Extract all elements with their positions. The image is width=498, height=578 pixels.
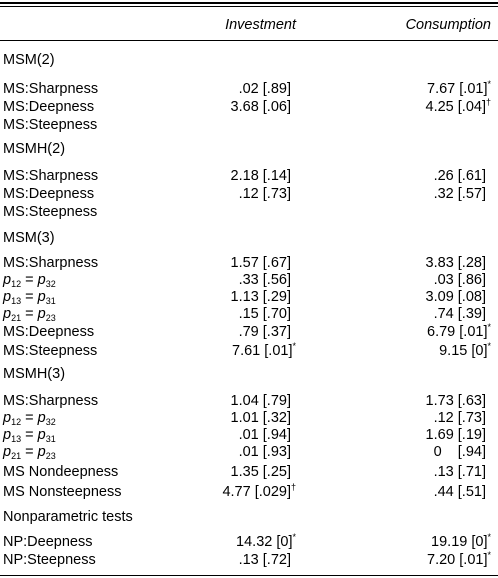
- section-title-text: MSMH(3): [3, 366, 66, 382]
- section-title: [0, 228, 498, 248]
- top-rule: [0, 2, 498, 4]
- row-label: $p_{12} = p_{32}$: [3, 410, 56, 427]
- consumption-value: 7.67 [.01]: [427, 81, 488, 97]
- investment-value: 2.18 [.14]: [230, 168, 291, 184]
- significance-mark: *: [487, 322, 491, 332]
- consumption-value: 1.73 [.63]: [425, 393, 486, 409]
- investment-value: 3.68 [.06]: [230, 99, 291, 115]
- investment-value: .01 [.93]: [238, 444, 291, 460]
- investment-cell: [222, 482, 296, 502]
- consumption-value: 4.25 [.04]: [425, 99, 486, 115]
- investment-value: 1.57 [.67]: [230, 255, 291, 271]
- row-label: $p_{21} = p_{23}$: [3, 444, 56, 461]
- table-row: [0, 341, 498, 361]
- investment-value: 1.04 [.79]: [230, 393, 291, 409]
- row-label: $p_{13} = p_{31}$: [3, 427, 56, 444]
- significance-mark: †: [485, 97, 491, 107]
- section-title-text: MSM(3): [3, 230, 55, 246]
- consumption-value: .13 [.71]: [433, 464, 486, 480]
- consumption-value: 7.20 [.01]: [427, 552, 488, 568]
- row-label: NP:Deepness: [3, 534, 93, 550]
- consumption-value: 9.15 [0]: [439, 343, 488, 359]
- column-header-row: [0, 15, 498, 35]
- table-row: [0, 442, 498, 462]
- consumption-value: .12 [.73]: [433, 410, 486, 426]
- consumption-cell: [439, 341, 491, 361]
- investment-value: 1.35 [.25]: [230, 464, 291, 480]
- table-row: [0, 202, 498, 222]
- consumption-cell: [434, 482, 491, 502]
- section-title-text: Nonparametric tests: [3, 509, 133, 525]
- consumption-value: .44 [.51]: [433, 484, 486, 500]
- consumption-cell: [427, 322, 491, 342]
- row-label: MS:Steepness: [3, 204, 98, 220]
- section-title: [0, 507, 498, 527]
- consumption-cell: [426, 97, 491, 117]
- significance-mark: †: [290, 482, 296, 492]
- investment-cell: [232, 341, 296, 361]
- consumption-value: .26 [.61]: [433, 168, 486, 184]
- table-row: [0, 482, 498, 502]
- investment-value: .33 [.56]: [238, 272, 291, 288]
- top-rule-thin: [0, 6, 498, 7]
- consumption-value: .03 [.86]: [433, 272, 486, 288]
- consumption-cell: [427, 79, 491, 99]
- consumption-cell: [434, 442, 491, 462]
- row-label: MS:Sharpness: [3, 168, 99, 184]
- investment-cell: [231, 462, 296, 482]
- significance-mark: *: [487, 79, 491, 89]
- row-label: MS:Deepness: [3, 99, 95, 115]
- investment-cell: [239, 184, 296, 204]
- table-row: [0, 532, 498, 552]
- row-label: MS:Sharpness: [3, 81, 99, 97]
- investment-value: 1.13 [.29]: [230, 289, 291, 305]
- significance-mark: *: [487, 532, 491, 542]
- header-rule: [0, 40, 498, 41]
- row-label: MS:Steepness: [3, 343, 98, 359]
- row-label: $p_{21} = p_{23}$: [3, 306, 56, 323]
- investment-value: .02 [.89]: [238, 81, 291, 97]
- table-row: [0, 550, 498, 570]
- significance-mark: *: [487, 550, 491, 560]
- section-title-text: MSMH(2): [3, 141, 66, 157]
- consumption-cell: [434, 462, 491, 482]
- consumption-value: 1.69 [.19]: [425, 427, 486, 443]
- column-header-investment: Investment: [225, 17, 296, 33]
- section-title: [0, 139, 498, 159]
- row-label: $p_{13} = p_{31}$: [3, 289, 56, 306]
- row-label: MS:Deepness: [3, 186, 95, 202]
- investment-cell: [236, 532, 296, 552]
- row-label: NP:Steepness: [3, 552, 96, 568]
- consumption-value: .74 [.39]: [433, 306, 486, 322]
- consumption-value: 0 [.94]: [433, 444, 486, 460]
- table-row: [0, 184, 498, 204]
- section-title-text: MSM(2): [3, 52, 55, 68]
- investment-value: .79 [.37]: [238, 324, 291, 340]
- row-label: MS Nonsteepness: [3, 484, 122, 500]
- consumption-value: 6.79 [.01]: [427, 324, 488, 340]
- investment-value: 7.61 [.01]: [232, 343, 293, 359]
- row-label: MS:Sharpness: [3, 393, 99, 409]
- consumption-cell: [431, 532, 491, 552]
- investment-value: .12 [.73]: [238, 186, 291, 202]
- row-label: MS:Sharpness: [3, 255, 99, 271]
- table-row: [0, 462, 498, 482]
- investment-value: .15 [.70]: [238, 306, 291, 322]
- row-label: MS:Steepness: [3, 117, 98, 133]
- investment-cell: [239, 550, 296, 570]
- consumption-cell: [434, 166, 491, 186]
- consumption-cell: [434, 304, 491, 324]
- column-header-consumption: Consumption: [405, 17, 491, 33]
- consumption-value: 3.09 [.08]: [425, 289, 486, 305]
- table-row: [0, 79, 498, 99]
- table-row: [0, 322, 498, 342]
- investment-cell: [239, 322, 296, 342]
- section-title: [0, 50, 498, 70]
- significance-mark: *: [487, 341, 491, 351]
- bottom-rule: [0, 575, 498, 576]
- significance-mark: *: [292, 532, 296, 542]
- investment-cell: [231, 166, 296, 186]
- investment-cell: [239, 442, 296, 462]
- consumption-cell: [434, 184, 491, 204]
- investment-cell: [239, 79, 296, 99]
- investment-cell: [239, 304, 296, 324]
- investment-value: .13 [.72]: [238, 552, 291, 568]
- consumption-value: 19.19 [0]: [431, 534, 488, 550]
- section-title: [0, 364, 498, 384]
- consumption-value: .32 [.57]: [433, 186, 486, 202]
- investment-cell: [231, 97, 296, 117]
- investment-value: 1.01 [.32]: [230, 410, 291, 426]
- consumption-value: 3.83 [.28]: [425, 255, 486, 271]
- investment-value: .01 [.94]: [238, 427, 291, 443]
- table-row: [0, 115, 498, 135]
- consumption-cell: [427, 550, 491, 570]
- row-label: $p_{12} = p_{32}$: [3, 272, 56, 289]
- significance-mark: *: [292, 341, 296, 351]
- table-row: [0, 166, 498, 186]
- table-row: [0, 304, 498, 324]
- row-label: MS Nondeepness: [3, 464, 119, 480]
- investment-value: 4.77 [.029]: [222, 484, 291, 500]
- row-label: MS:Deepness: [3, 324, 95, 340]
- investment-value: 14.32 [0]: [236, 534, 293, 550]
- table-row: [0, 97, 498, 117]
